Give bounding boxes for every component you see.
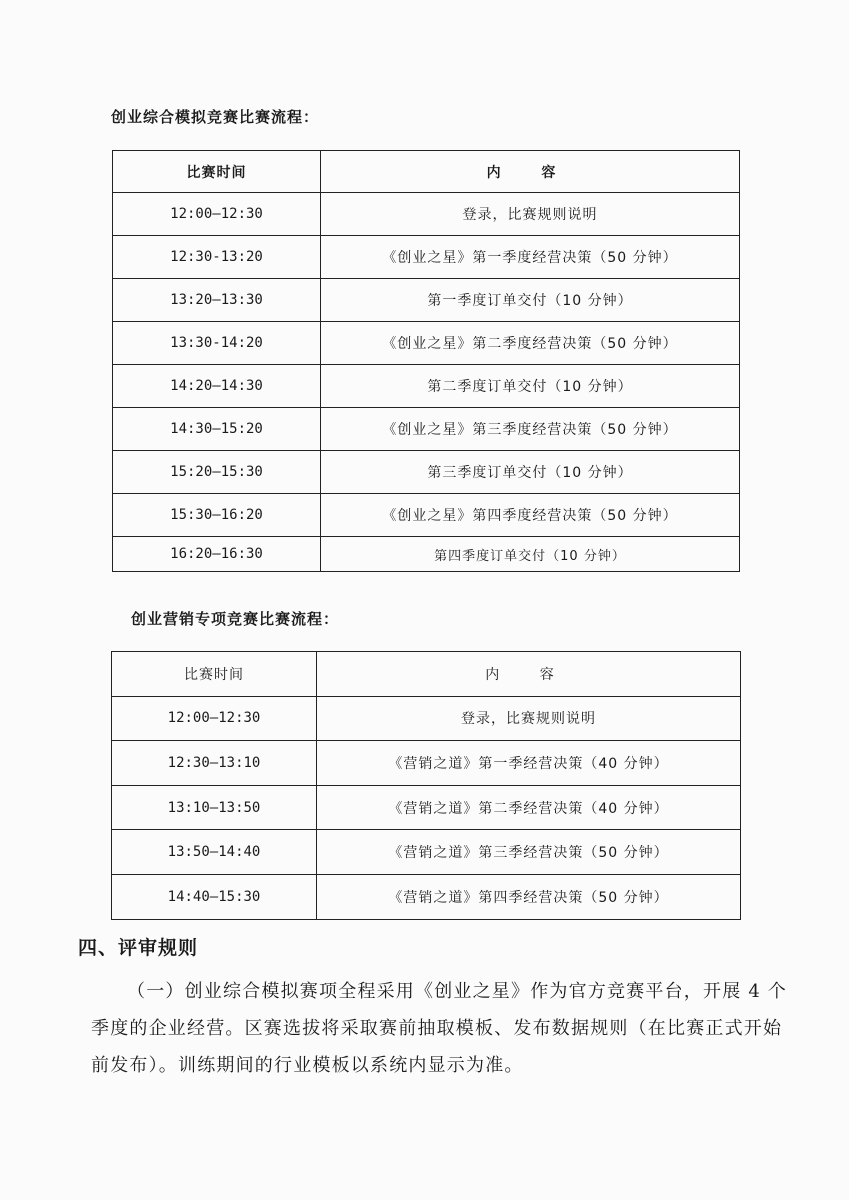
row-time: 15:30—16:20 — [113, 494, 321, 537]
marketing-schedule-table — [111, 651, 741, 920]
header-time: 比赛时间 — [112, 652, 317, 697]
header-content: 内 容 — [317, 652, 741, 697]
row-time: 12:30—13:10 — [112, 741, 317, 786]
table-row — [113, 537, 740, 572]
table-row — [113, 193, 740, 236]
table-row — [113, 236, 740, 279]
table-header-row — [112, 652, 741, 697]
table-row — [113, 451, 740, 494]
row-time: 14:30—15:20 — [113, 408, 321, 451]
row-content: 第四季度订单交付（10 分钟） — [321, 537, 740, 572]
row-time: 13:10—13:50 — [112, 785, 317, 830]
row-time: 13:50—14:40 — [112, 830, 317, 875]
table-header-row — [113, 151, 740, 193]
row-content: 登录，比赛规则说明 — [321, 193, 740, 236]
row-time: 14:20—14:30 — [113, 365, 321, 408]
review-rules-paragraph — [91, 973, 791, 1084]
row-content: 第一季度订单交付（10 分钟） — [321, 279, 740, 322]
header-content: 内 容 — [321, 151, 740, 193]
table-row — [112, 696, 741, 741]
row-content: 《营销之道》第三季经营决策（50 分钟） — [317, 830, 741, 875]
table-row — [112, 741, 741, 786]
row-time: 12:30-13:20 — [113, 236, 321, 279]
header-time: 比赛时间 — [113, 151, 321, 193]
row-content: 《营销之道》第四季经营决策（50 分钟） — [317, 874, 741, 919]
table-row — [113, 494, 740, 537]
row-content: 《营销之道》第二季经营决策（40 分钟） — [317, 785, 741, 830]
row-content: 登录，比赛规则说明 — [317, 696, 741, 741]
comprehensive-schedule-table — [112, 150, 740, 572]
row-time: 16:20—16:30 — [113, 537, 321, 572]
row-time: 12:00—12:30 — [113, 193, 321, 236]
table-row — [112, 785, 741, 830]
schedule-heading-comprehensive: 创业综合模拟竞赛比赛流程： — [111, 108, 320, 126]
row-time: 12:00—12:30 — [112, 696, 317, 741]
row-time: 15:20—15:30 — [113, 451, 321, 494]
table-row — [113, 365, 740, 408]
row-time: 13:20—13:30 — [113, 279, 321, 322]
row-content: 《创业之星》第二季度经营决策（50 分钟） — [321, 322, 740, 365]
row-content: 第三季度订单交付（10 分钟） — [321, 451, 740, 494]
row-content: 《创业之星》第四季度经营决策（50 分钟） — [321, 494, 740, 537]
table-row — [112, 874, 741, 919]
row-content: 《创业之星》第一季度经营决策（50 分钟） — [321, 236, 740, 279]
table-row — [113, 408, 740, 451]
table-row — [113, 279, 740, 322]
row-content: 《创业之星》第三季度经营决策（50 分钟） — [321, 408, 740, 451]
row-content: 《营销之道》第一季经营决策（40 分钟） — [317, 741, 741, 786]
row-time: 13:30-14:20 — [113, 322, 321, 365]
row-content: 第二季度订单交付（10 分钟） — [321, 365, 740, 408]
row-time: 14:40—15:30 — [112, 874, 317, 919]
schedule-heading-marketing: 创业营销专项竞赛比赛流程： — [131, 610, 340, 628]
table-row — [113, 322, 740, 365]
table-row — [112, 830, 741, 875]
paragraph-text: （一）创业综合模拟赛项全程采用《创业之星》作为官方竞赛平台，开展 4 个季度的企业经营。区赛选拔将采取赛前抽取模板、发布数据规则（在比赛正式开始前发布）。训练期间的行业模板以系统内显示为准。 — [91, 981, 788, 1076]
section-title-review-rules: 四、评审规则 — [78, 937, 199, 959]
